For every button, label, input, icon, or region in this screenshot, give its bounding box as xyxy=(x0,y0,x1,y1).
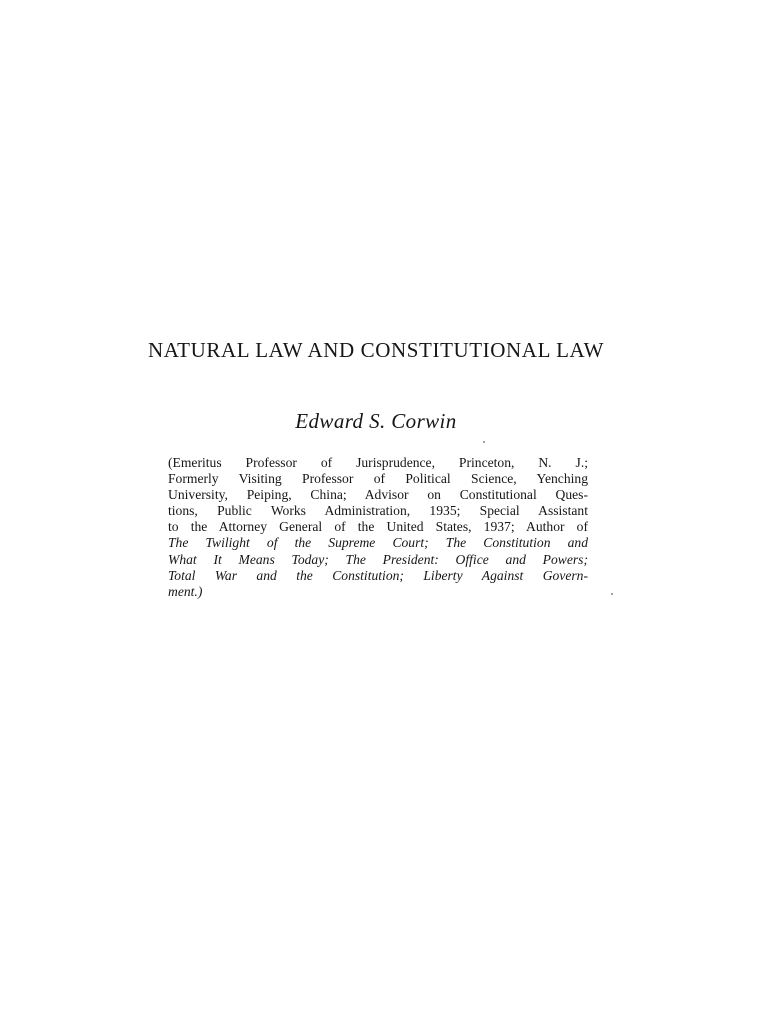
bio-line: (Emeritus Professor of Jurisprudence, Princeton, N. J.; xyxy=(168,455,588,470)
bio-line: ment.) xyxy=(168,583,203,599)
bio-line: The Twilight of the Supreme Court; The Constitution and xyxy=(168,535,588,551)
bio-line: to the Attorney General of the United States, 1937; Author of xyxy=(168,519,588,535)
bio-line: Formerly Visiting Professor of Political Science, Yenching xyxy=(168,471,588,487)
bio-line: University, Peiping, China; Advisor on Constitutional Ques- xyxy=(168,487,588,503)
bio-line: Total War and the Constitution; Liberty Against Govern- xyxy=(168,567,588,583)
bio-line: What It Means Today; The President: Office and Powers; xyxy=(168,551,588,567)
author-name: Edward S. Corwin xyxy=(295,409,457,433)
author-bio xyxy=(168,455,588,600)
scan-speck xyxy=(483,441,485,443)
bio-line: tions, Public Works Administration, 1935; Special Assistant xyxy=(168,503,588,519)
scan-speck xyxy=(611,593,613,595)
article-title: NATURAL LAW AND CONSTITUTIONAL LAW xyxy=(147,338,605,362)
